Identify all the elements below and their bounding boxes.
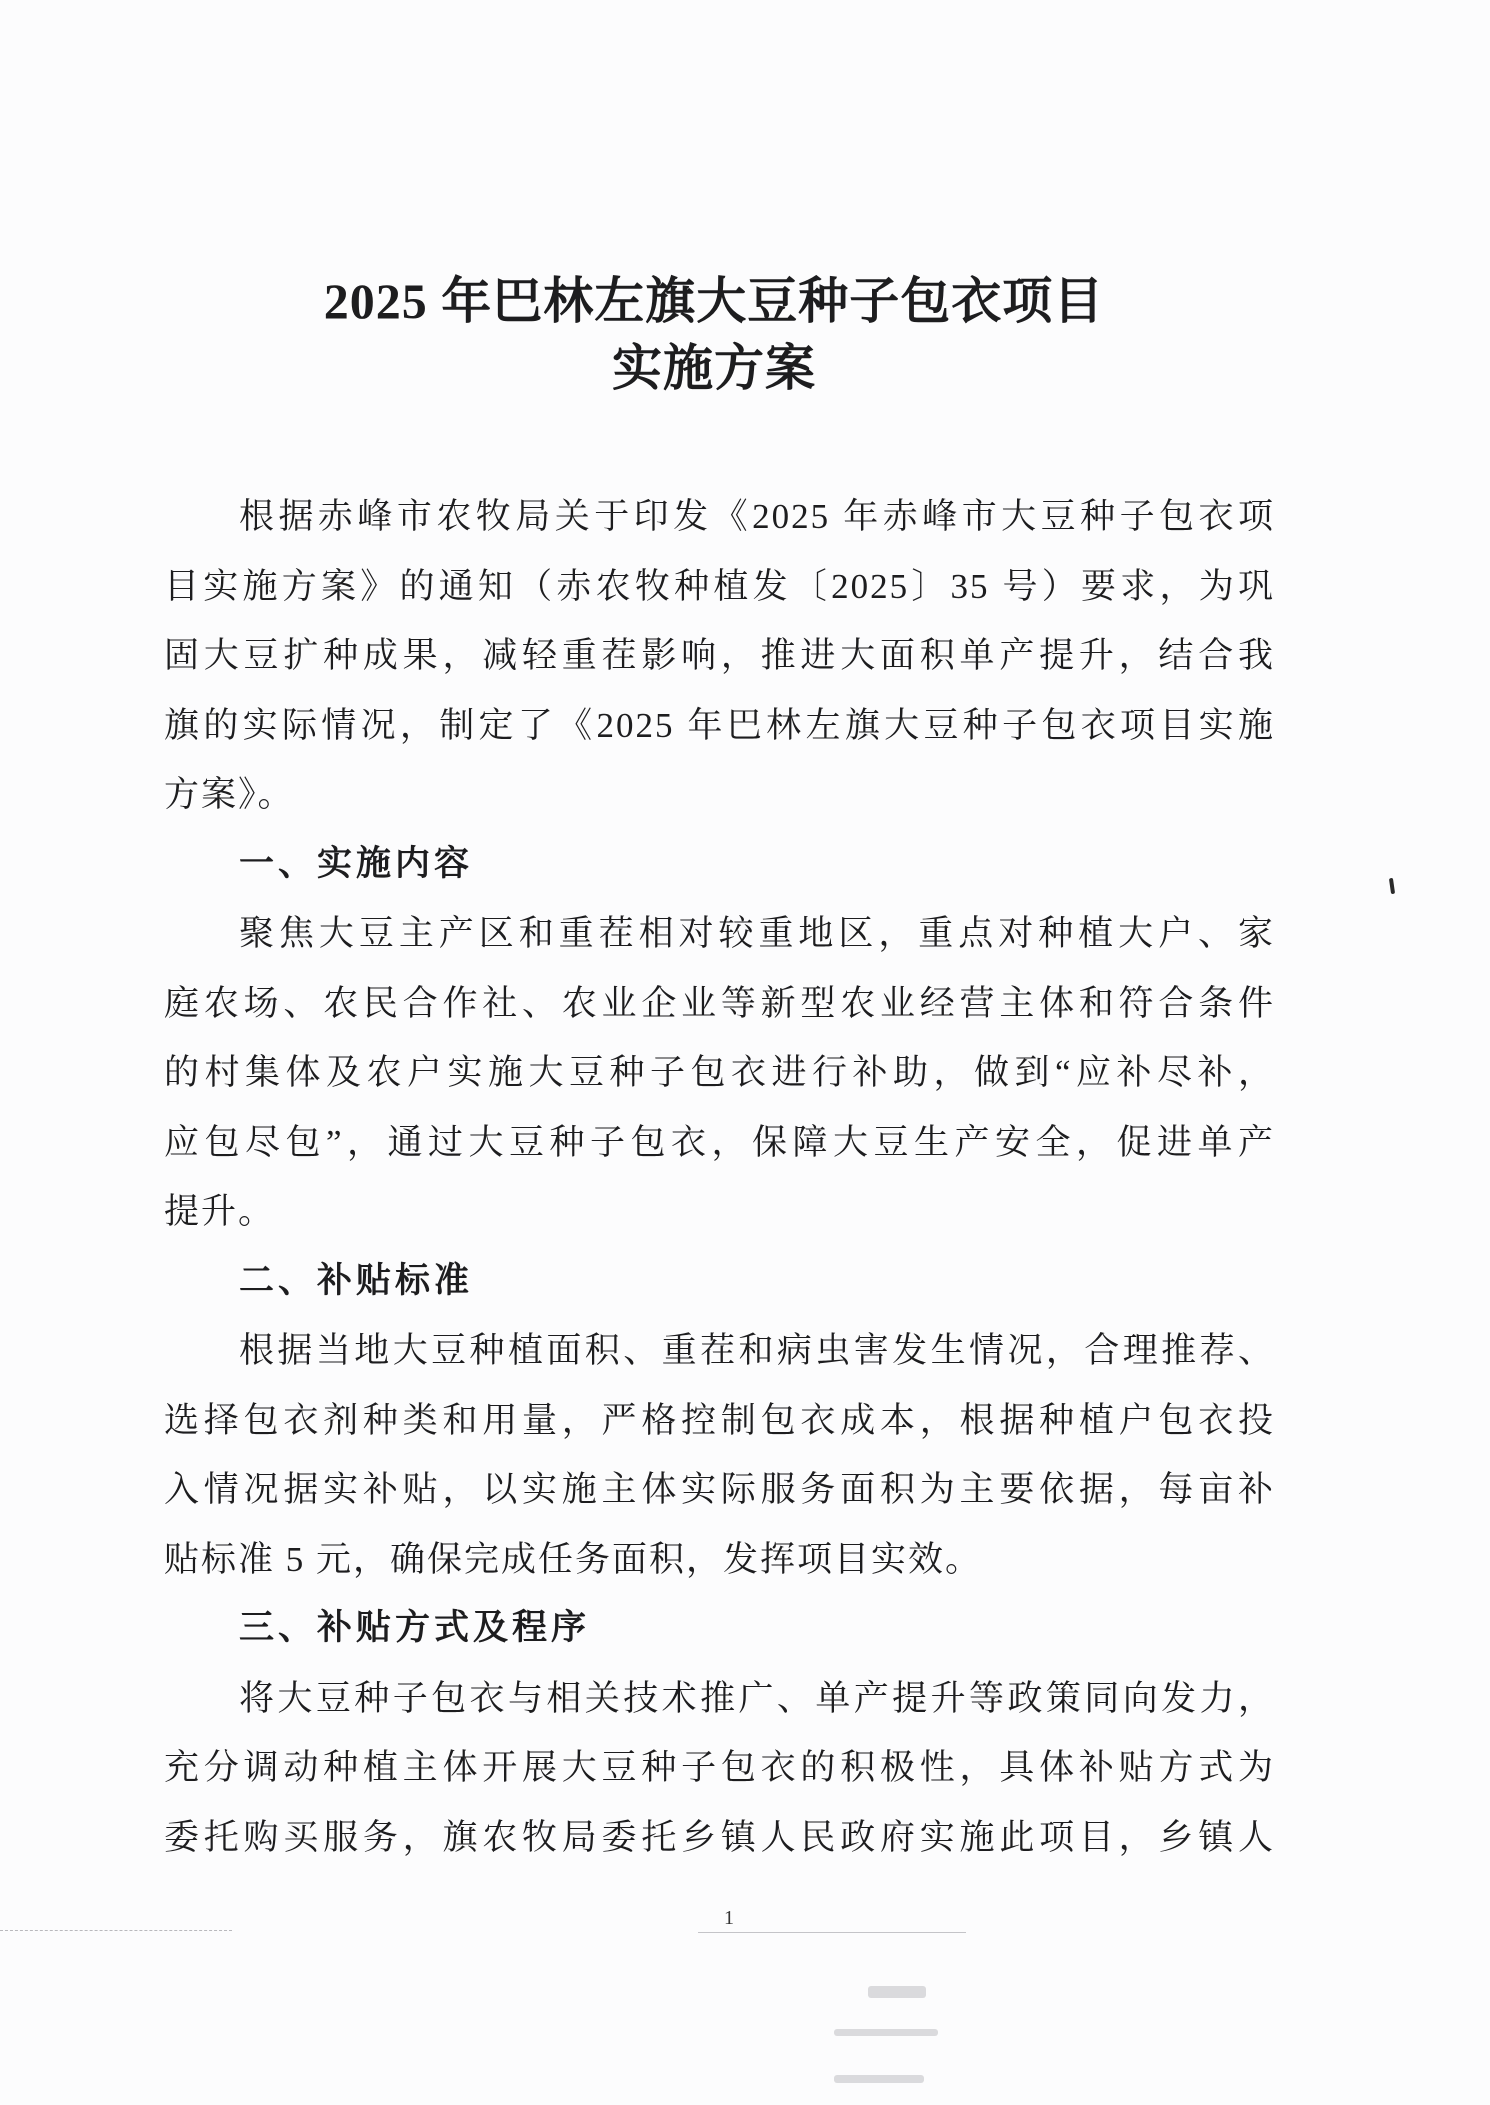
footer-rule — [698, 1932, 966, 1933]
scan-smudge — [834, 2075, 924, 2083]
document-title — [0, 268, 1428, 402]
intro-line: 目实施方案》的通知（赤农牧种植发〔2025〕35 号）要求，为巩 — [164, 566, 1275, 606]
section-line: 根据当地大豆种植面积、重茬和病虫害发生情况，合理推荐、 — [239, 1331, 1275, 1370]
section-heading: 三、补贴方式及程序 — [239, 1608, 591, 1648]
document-title-line: 实施方案 — [612, 340, 816, 396]
scan-mark — [1389, 878, 1395, 894]
section-line: 委托购买服务，旗农牧局委托乡镇人民政府实施此项目，乡镇人 — [164, 1817, 1275, 1857]
document-body — [164, 482, 1275, 1872]
section-line: 应包尽包”，通过大豆种子包衣，保障大豆生产安全，促进单产 — [164, 1122, 1275, 1162]
section-line: 聚焦大豆主产区和重茬相对较重地区，重点对种植大户、家 — [239, 914, 1275, 953]
document-title-line: 2025 年巴林左旗大豆种子包衣项目 — [323, 273, 1105, 329]
section-line: 庭农场、农民合作社、农业企业等新型农业经营主体和符合条件 — [164, 983, 1275, 1023]
section-line: 入情况据实补贴，以实施主体实际服务面积为主要依据，每亩补 — [164, 1470, 1275, 1509]
section-heading: 二、补贴标准 — [239, 1260, 474, 1301]
section-line: 提升。 — [164, 1192, 276, 1231]
intro-line: 方案》。 — [164, 775, 295, 814]
scan-smudge — [868, 1986, 926, 1998]
section-line: 贴标准 5 元，确保完成任务面积，发挥项目实效。 — [164, 1539, 983, 1579]
footer-rule — [0, 1930, 232, 1931]
intro-line: 旗的实际情况，制定了《2025 年巴林左旗大豆种子包衣项目实施 — [164, 705, 1275, 745]
page-number: 1 — [724, 1907, 734, 1929]
intro-line: 根据赤峰市农牧局关于印发《2025 年赤峰市大豆种子包衣项 — [239, 497, 1275, 536]
section-line: 的村集体及农户实施大豆种子包衣进行补助，做到“应补尽补， — [164, 1053, 1275, 1092]
section-line: 选择包衣剂种类和用量，严格控制包衣成本，根据种植户包衣投 — [164, 1400, 1275, 1440]
section-line: 充分调动种植主体开展大豆种子包衣的积极性，具体补贴方式为 — [164, 1748, 1275, 1787]
intro-line: 固大豆扩种成果，减轻重茬影响，推进大面积单产提升，结合我 — [164, 636, 1275, 675]
section-line: 将大豆种子包衣与相关技术推广、单产提升等政策同向发力， — [239, 1678, 1275, 1718]
scan-smudge — [834, 2029, 938, 2036]
section-heading: 一、实施内容 — [239, 843, 474, 884]
